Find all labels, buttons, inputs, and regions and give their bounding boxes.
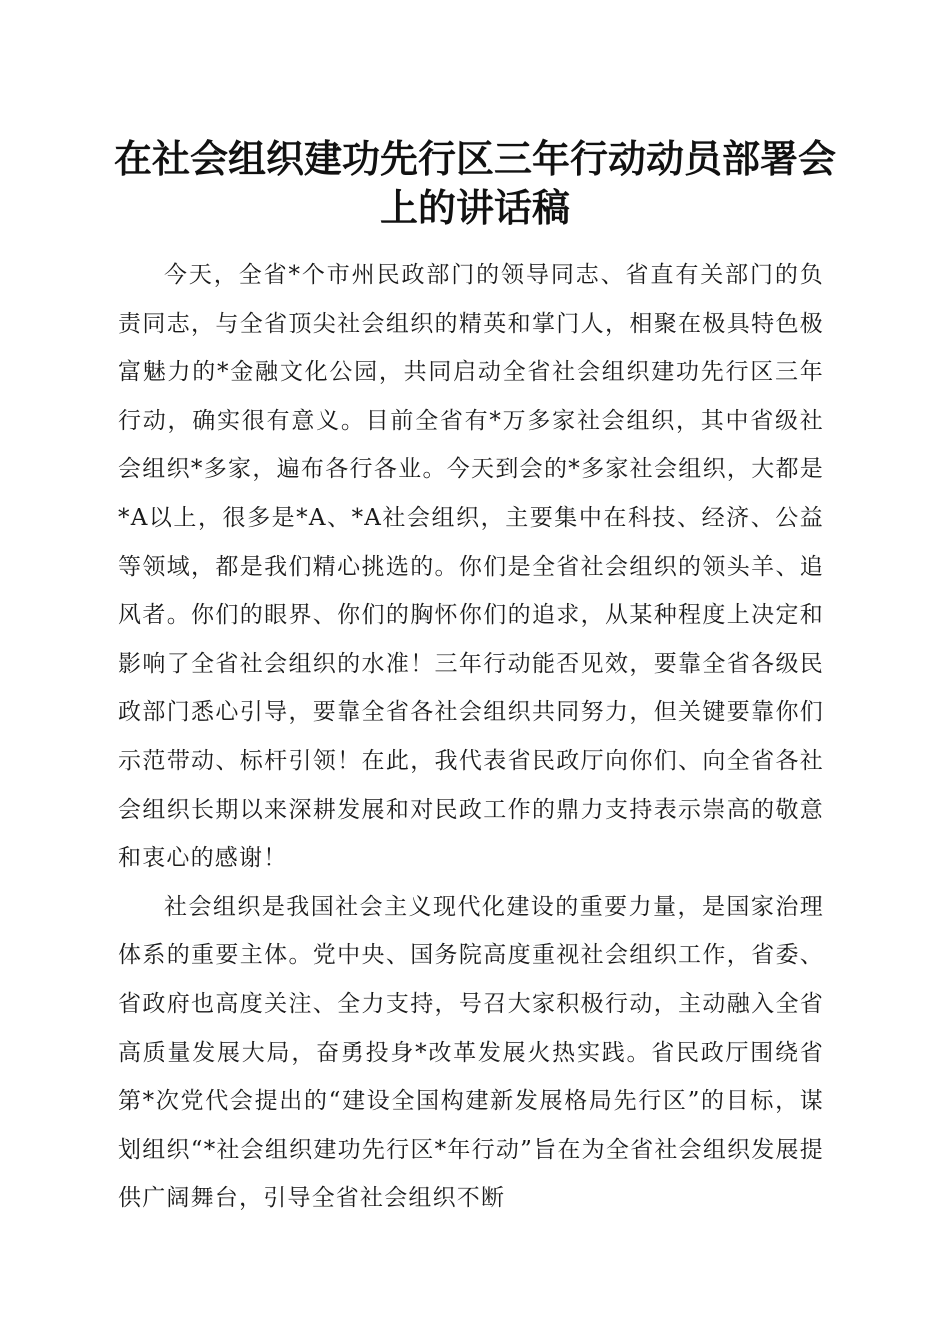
document-body <box>118 251 824 1223</box>
paragraph-1: 今天，全省*个市州民政部门的领导同志、省直有关部门的负责同志，与全省顶尖社会组织的精英和掌门人，相聚在极具特色极富魅力的*金融文化公园，共同启动全省社会组织建功先行区三年行动，确实很有意义。目前全省有*万多家社会组织，其中省级社会组织*多家，遍布各行各业。今天到会的*多家社会组织，大都是*A以上，很多是*A、*A社会组织，主要集中在科技、经济、公益等领域，都是我们精心挑选的。你们是全省社会组织的领头羊、追风者。你们的眼界、你们的胸怀你们的追求，从某种程度上决定和影响了全省社会组织的水准！三年行动能否见效，要靠全省各级民政部门悉心引导，要靠全省各社会组织共同努力，但关键要靠你们示范带动、标杆引领！在此，我代表省民政厅向你们、向全省各社会组织长期以来深耕发展和对民政工作的鼎力支持表示崇高的敬意和衷心的感谢！ <box>118 262 824 872</box>
paragraph-2: 社会组织是我国社会主义现代化建设的重要力量，是国家治理体系的重要主体。党中央、国务院高度重视社会组织工作，省委、省政府也高度关注、全力支持，号召大家积极行动，主动融入全省高质量发展大局，奋勇投身*改革发展火热实践。省民政厅围绕省第*次党代会提出的“建设全国构建新发展格局先行区”的目标，谋划组织“*社会组织建功先行区*年行动”旨在为全省社会组织发展提供广阔舞台，引导全省社会组织不断 <box>118 893 824 1212</box>
document-title: 在社会组织建功先行区三年行动动员部署会上的讲话稿 <box>113 136 836 230</box>
